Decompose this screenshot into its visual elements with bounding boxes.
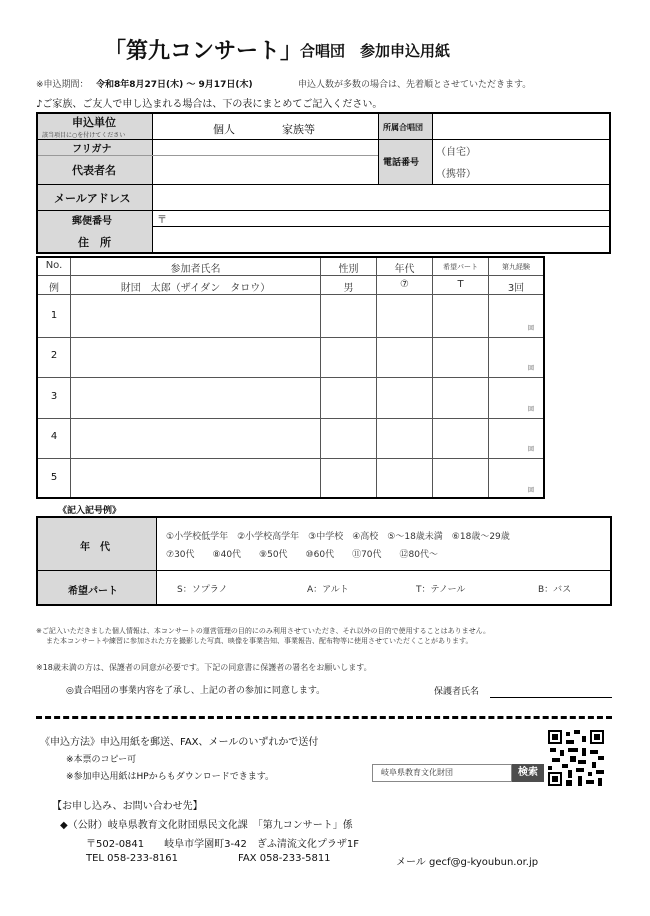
legend-title: 《記入記号例》 <box>58 506 122 516</box>
cut-line <box>36 716 612 719</box>
row-kai: 回 <box>528 365 535 372</box>
header-no: No. <box>45 260 63 271</box>
header-age: 年代 <box>394 264 415 275</box>
header-gender: 性別 <box>338 264 359 275</box>
unit-option-family[interactable]: 家族等 <box>282 123 315 136</box>
title-sub: 合唱団 参加申込用紙 <box>300 42 451 60</box>
zip-field[interactable]: 〒 <box>157 215 167 226</box>
representative-field[interactable] <box>154 156 376 183</box>
row-no: 3 <box>50 391 58 402</box>
row-kai: 回 <box>528 325 535 332</box>
row-no: 2 <box>50 350 58 361</box>
privacy-line1: ※ご記入いただきました個人情報は、本コンサートの運営管理の目的にのみ利用させていただき、それ以外の目的で使用することはありません。 <box>36 627 491 635</box>
address-field[interactable] <box>154 228 608 251</box>
example-part: T <box>457 279 464 290</box>
zip-label: 郵便番号 <box>72 216 112 227</box>
period-value: 令和8年8月27日(木) ～ 9月17日(木) <box>96 80 253 90</box>
furigana-field[interactable] <box>154 140 376 154</box>
representative-label: 代表者名 <box>72 164 116 177</box>
contact-fax: FAX 058-233-5811 <box>238 853 331 864</box>
legend-age-label: 年 代 <box>80 542 110 553</box>
guardian-signature-line[interactable] <box>490 697 612 698</box>
example-age: ⑦ <box>400 279 409 290</box>
search-box-text: 岐阜県教育文化財団 <box>381 768 453 777</box>
legend-part-soprano: S：ソプラノ <box>177 585 228 595</box>
legend-part-alto: A：アルト <box>307 585 349 595</box>
family-note: ♪ご家族、ご友人で申し込まれる場合は、下の表にまとめてご記入ください。 <box>36 99 383 110</box>
row-kai: 回 <box>528 406 535 413</box>
legend-age-line2: ⑦30代 ⑧40代 ⑨50代 ⑩60代 ⑪70代 ⑫80代～ <box>166 550 438 560</box>
header-part: 希望パート <box>443 263 478 271</box>
guardian-label: 保護者氏名 <box>434 687 480 697</box>
row-kai: 回 <box>528 446 535 453</box>
unit-sub: 該当項目に○を付けてください <box>42 132 126 139</box>
method-note2: ※参加申込用紙はHPからもダウンロードできます。 <box>66 772 275 782</box>
furigana-label: フリガナ <box>72 144 112 155</box>
example-gender: 男 <box>343 283 354 294</box>
minor-note: ※18歳未満の方は、保護者の同意が必要です。下記の同意書に保護者の署名をお願いします。 <box>36 663 372 672</box>
unit-label: 申込単位 <box>72 116 116 129</box>
consent-text: ◎貴合唱団の事業内容を了承し、上記の者の参加に同意します。 <box>66 686 326 696</box>
search-box[interactable] <box>372 764 512 782</box>
header-experience: 第九経験 <box>502 263 530 271</box>
row-no: 1 <box>50 310 58 321</box>
contact-title: 【お申し込み、お問い合わせ先】 <box>52 801 203 812</box>
qr-code-icon[interactable] <box>548 730 604 786</box>
phone-home[interactable]: （自宅） <box>436 147 476 158</box>
contact-address: 〒502-0841 岐阜市学園町3-42 ぎふ清流文化プラザ1F <box>86 839 359 850</box>
choir-label: 所属合唱団 <box>383 123 423 132</box>
email-field[interactable] <box>154 186 608 209</box>
example-no: 例 <box>49 283 59 294</box>
search-button[interactable]: 検索 <box>512 764 544 782</box>
contact-email[interactable]: メール gecf@g-kyoubun.or.jp <box>396 857 539 868</box>
legend-part-tenor: T：テノール <box>416 585 466 595</box>
period-note: 申込人数が多数の場合は、先着順とさせていただきます。 <box>298 80 532 90</box>
header-name: 参加者氏名 <box>170 264 221 275</box>
address-label: 住 所 <box>78 236 111 249</box>
row-kai: 回 <box>528 487 535 494</box>
unit-option-individual[interactable]: 個人 <box>213 123 235 136</box>
period-label: ※申込期間： <box>36 80 89 90</box>
phone-label: 電話番号 <box>383 158 420 168</box>
method-title: 《申込方法》申込用紙を郵送、FAX、メールのいずれかで送付 <box>40 737 319 748</box>
title-main: 「第九コンサート」 <box>104 39 303 64</box>
row-no: 5 <box>50 472 58 483</box>
contact-org: ◆（公財）岐阜県教育文化財団県民文化課 「第九コンサート」係 <box>60 820 353 831</box>
contact-tel: TEL 058-233-8161 <box>86 853 179 864</box>
legend-part-bass: B：バス <box>538 585 572 595</box>
example-experience: 3回 <box>507 283 525 294</box>
phone-mobile[interactable]: （携帯） <box>436 169 476 180</box>
row-no: 4 <box>50 431 58 442</box>
legend-age-line1: ①小学校低学年 ②小学校高学年 ③中学校 ④高校 ⑤～18歳未満 ⑥18歳～29歳 <box>166 532 510 542</box>
email-label: メールアドレス <box>54 192 131 205</box>
legend-part-label: 希望パート <box>68 586 118 597</box>
method-note1: ※本票のコピー可 <box>66 755 137 765</box>
choir-field[interactable] <box>434 115 608 138</box>
example-name: 財団 太郎（ザイダン タロウ） <box>120 283 271 294</box>
privacy-line2: また本コンサートや練習に参加された方を撮影した写真、映像を事業告知、事業報告、配布物等に使用させていただくことがあります。 <box>46 637 473 645</box>
